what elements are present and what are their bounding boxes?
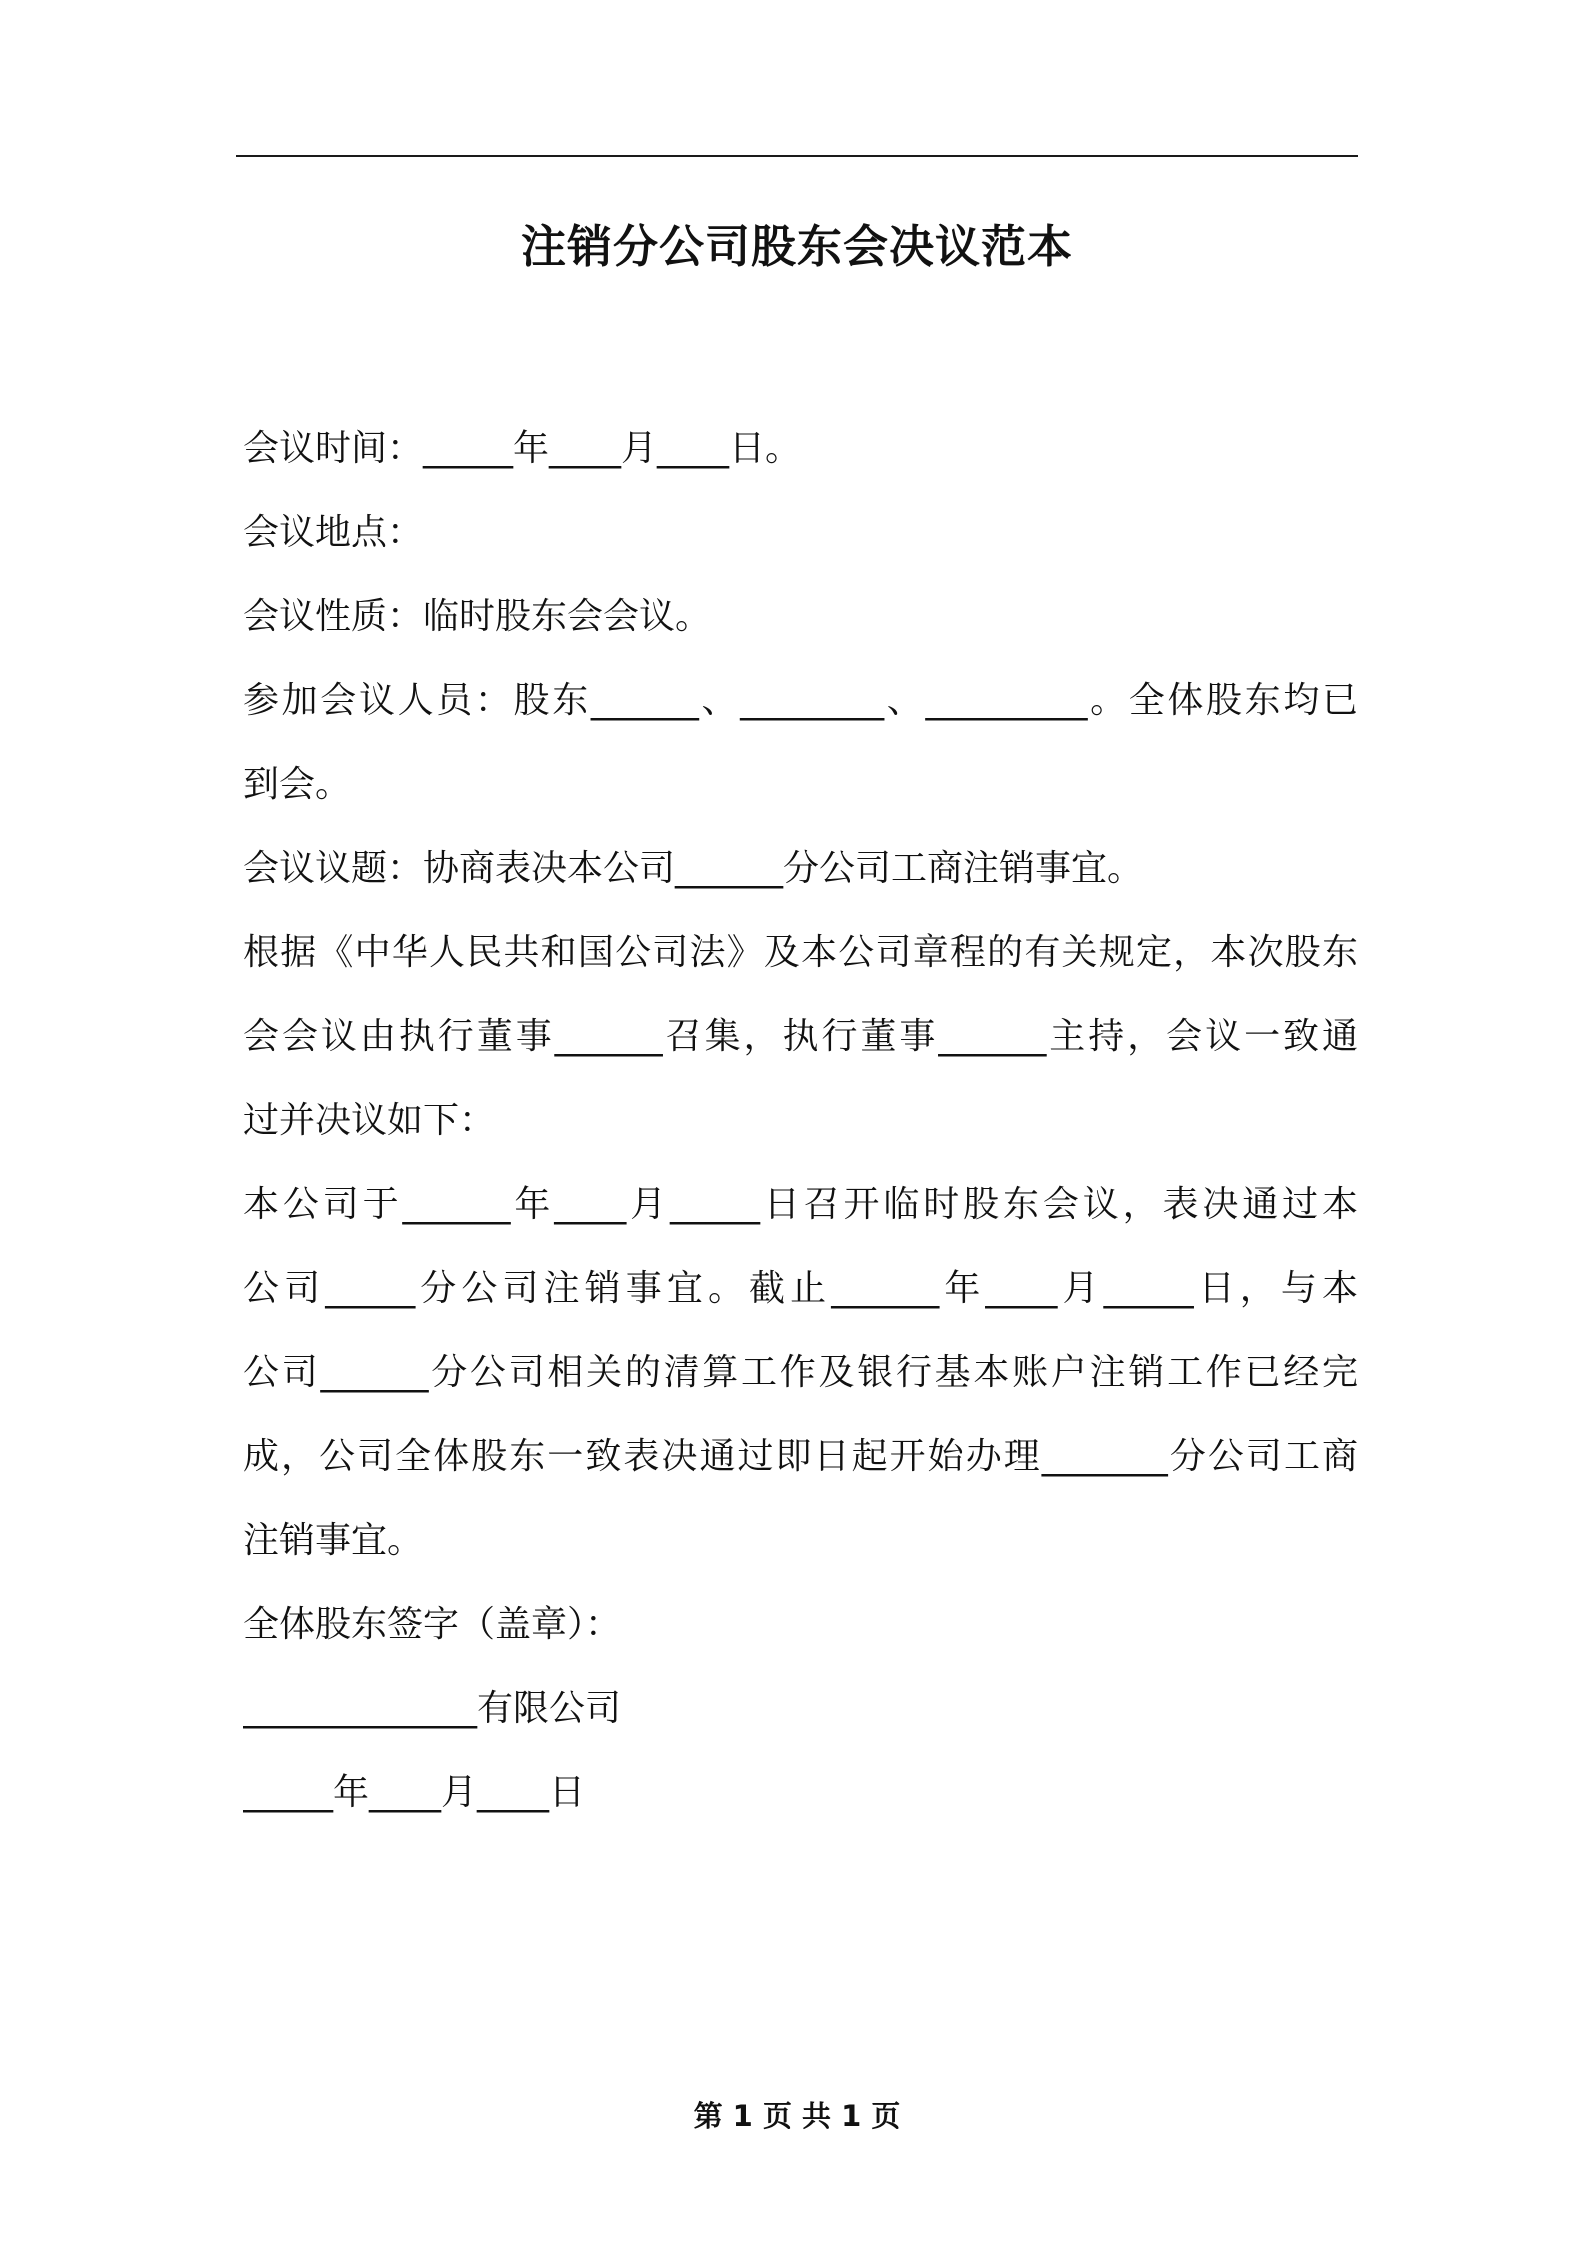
document-body xyxy=(243,407,1358,1835)
header-divider xyxy=(236,155,1358,157)
signature-date-line: _____年____月____日 xyxy=(243,1772,585,1813)
legal-basis-line-1: 根据《中华人民共和国公司法》及本公司章程的有关规定，本次股东 xyxy=(243,932,1358,973)
resolution-line-1: 本公司于______年____月_____日召开临时股东会议，表决通过本 xyxy=(243,1184,1358,1225)
signature-label: 全体股东签字（盖章）： xyxy=(243,1604,622,1645)
meeting-nature-line: 会议性质：临时股东会会议。 xyxy=(243,596,712,637)
meeting-time-line: 会议时间：_____年____月____日。 xyxy=(243,428,802,469)
attendees-line-1: 参加会议人员：股东______、________、_________。全体股东均已 xyxy=(243,680,1358,721)
resolution-line-5: 注销事宜。 xyxy=(243,1520,424,1561)
resolution-line-4: 成，公司全体股东一致表决通过即日起开始办理_______分公司工商 xyxy=(243,1436,1358,1477)
resolution-line-3: 公司______分公司相关的清算工作及银行基本账户注销工作已经完 xyxy=(243,1352,1358,1393)
meeting-topic-line: 会议议题：协商表决本公司______分公司工商注销事宜。 xyxy=(243,848,1144,889)
meeting-location-line: 会议地点： xyxy=(243,512,424,553)
attendees-line-2: 到会。 xyxy=(243,764,352,805)
document-title: 注销分公司股东会决议范本 xyxy=(520,220,1073,273)
legal-basis-line-3: 过并决议如下： xyxy=(243,1100,496,1141)
resolution-line-2: 公司_____分公司注销事宜。截止______年____月_____日，与本 xyxy=(243,1268,1358,1309)
company-name-line: _____________有限公司 xyxy=(243,1688,622,1729)
page-number-footer: 第 1 页 共 1 页 xyxy=(693,2099,901,2133)
legal-basis-line-2: 会会议由执行董事______召集，执行董事______主持，会议一致通 xyxy=(243,1016,1358,1057)
